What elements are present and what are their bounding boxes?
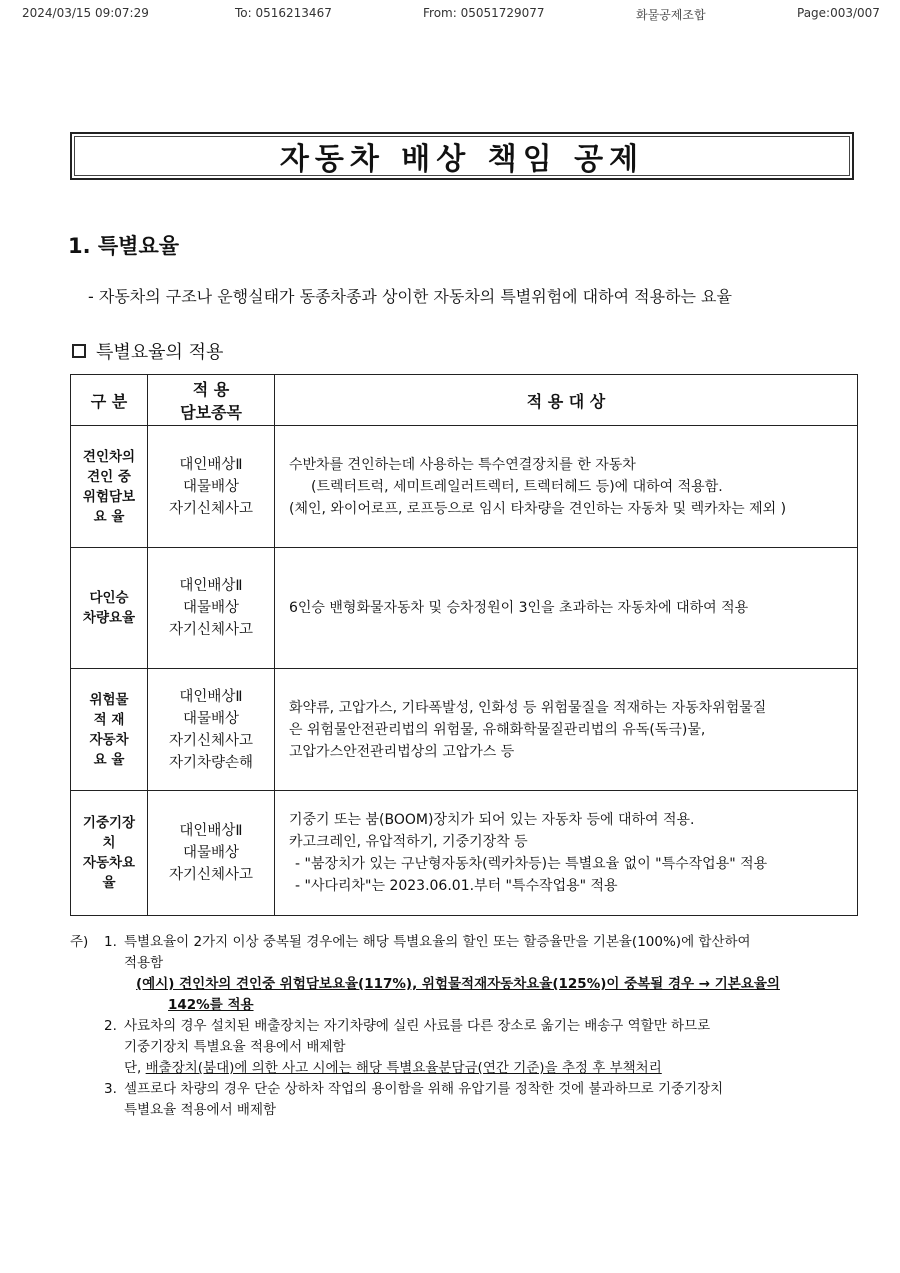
coverage-line: 대인배상Ⅱ: [179, 578, 243, 594]
note-example-cont: 142%를 적용: [168, 997, 254, 1013]
note-example: (예시) 견인차의 견인중 위험담보요율(117%), 위험물적재자동차요율(125%)이 중복될 경우 → 기본요율의: [136, 976, 780, 992]
target-line: 6인승 밴형화물자동차 및 승차정원이 3인을 초과하는 자동차에 대하여 적용: [289, 600, 749, 616]
header-category: 구 분: [71, 375, 148, 426]
fax-from: From: 05051729077: [423, 6, 545, 20]
note-item-1: [70, 932, 870, 1016]
target-line: - "붐장치가 있는 구난형자동차(렉카차등)는 특별요율 없이 "특수작업용" 적용: [295, 856, 768, 872]
coverage-line: 대인배상Ⅱ: [179, 823, 243, 839]
subheading: [72, 338, 223, 364]
category-line: 율: [102, 875, 116, 891]
row-category: [71, 669, 148, 791]
category-line: 위험담보: [82, 488, 136, 505]
row-coverage: [148, 548, 275, 669]
row-coverage: [148, 426, 275, 548]
section-description: - 자동차의 구조나 운행실태가 동종차종과 상이한 자동차의 특별위험에 대하여 적용하는 요율: [88, 287, 732, 306]
note-line: 사료차의 경우 설치된 배출장치는 자기차량에 실린 사료를 다른 장소로 옮기는 배송구 역할만 하므로: [124, 1018, 711, 1034]
category-line: 적 재: [93, 711, 125, 728]
page-title: 자동차 배상 책임 공제: [279, 142, 645, 177]
note-line: 특별요율 적용에서 배제함: [124, 1102, 277, 1118]
coverage-line: 자기신체사고: [168, 622, 254, 638]
table-row: [71, 791, 858, 916]
notes-label: 주): [70, 934, 89, 950]
category-line: 다인승: [89, 590, 129, 606]
table-header-row: [71, 375, 858, 426]
category-line: 요 율: [93, 508, 125, 525]
coverage-line: 자기신체사고: [168, 500, 254, 517]
subheading-text: 특별요율의 적용: [96, 342, 224, 363]
target-line: 기중기 또는 붐(BOOM)장치가 되어 있는 자동차 등에 대하여 적용.: [289, 812, 695, 828]
note-line: 적용함: [124, 955, 164, 971]
target-line: 화약류, 고압가스, 기타폭발성, 인화성 등 위험물질을 적재하는 자동차위험물질: [289, 699, 767, 716]
checkbox-square-icon: [72, 344, 86, 358]
table-row: [71, 548, 858, 669]
coverage-line: 자기신체사고: [168, 732, 254, 749]
category-line: 기중기장: [82, 815, 136, 831]
fax-to: To: 0516213467: [235, 6, 332, 20]
target-line: 카고크레인, 유압적하기, 기중기장착 등: [289, 834, 528, 850]
category-line: 요 율: [93, 751, 125, 768]
header-target: 적 용 대 상: [275, 375, 858, 426]
coverage-line: 대물배상: [182, 710, 240, 727]
note-extra: [124, 1058, 870, 1079]
target-line: 은 위험물안전관리법의 위험물, 유해화학물질관리법의 유독(독극)물,: [289, 721, 706, 738]
note-line: 특별요율이 2가지 이상 중복될 경우에는 해당 특별요율의 할인 또는 할증율만을 기본율(100%)에 합산하여: [124, 934, 751, 950]
fax-datetime: 2024/03/15 09:07:29: [22, 6, 149, 20]
section-heading: 1. 특별요율: [68, 234, 180, 258]
category-line: 치: [102, 835, 116, 851]
coverage-line: 대물배상: [182, 845, 240, 861]
target-line: - "사다리차"는 2023.06.01.부터 "특수작업용" 적용: [295, 878, 618, 894]
note-number: 2.: [104, 1018, 117, 1034]
table-row: [71, 669, 858, 791]
coverage-line: 대물배상: [182, 478, 240, 495]
note-extra-prefix: 단,: [124, 1060, 146, 1076]
coverage-line: 대인배상Ⅱ: [179, 688, 243, 705]
category-line: 차량요율: [82, 610, 136, 626]
row-target: [275, 669, 858, 791]
note-line: 셀프로다 차량의 경우 단순 상하차 작업의 용이함을 위해 유압기를 정착한 것에 불과하므로 기중기장치: [124, 1081, 724, 1097]
row-target: [275, 548, 858, 669]
fax-org: 화물공제조합: [636, 8, 706, 22]
note-number: 3.: [104, 1081, 117, 1097]
target-line: 수반차를 견인하는데 사용하는 특수연결장치를 한 자동차: [289, 456, 636, 473]
target-line: 고압가스안전관리법상의 고압가스 등: [289, 743, 515, 760]
header-coverage-line1: 적 용: [192, 380, 230, 399]
category-line: 견인차의: [82, 448, 136, 465]
row-target: [275, 791, 858, 916]
note-item-3: [70, 1079, 870, 1121]
row-category: [71, 548, 148, 669]
coverage-line: 자기차량손해: [168, 754, 254, 771]
note-number: 1.: [104, 934, 117, 950]
row-target: [275, 426, 858, 548]
header-coverage-line2: 담보종목: [180, 403, 242, 422]
table-row: [71, 426, 858, 548]
notes: [70, 932, 870, 1121]
coverage-line: 대인배상Ⅱ: [179, 456, 243, 473]
fax-page: Page:003/007: [797, 6, 880, 20]
note-extra-underlined: 배출장치(붐대)에 의한 사고 시에는 해당 특별요율분담금(연간 기준)을 추정 후 부책처리: [145, 1060, 662, 1076]
row-coverage: [148, 669, 275, 791]
target-line: (트렉터트럭, 세미트레일러트렉터, 트렉터헤드 등)에 대하여 적용함.: [311, 478, 723, 495]
category-line: 견인 중: [87, 468, 131, 485]
fax-header: [0, 6, 900, 24]
row-category: [71, 426, 148, 548]
special-rate-table: [70, 374, 858, 916]
note-line: 기중기장치 특별요율 적용에서 배제함: [124, 1039, 346, 1055]
coverage-line: 자기신체사고: [168, 867, 254, 883]
header-coverage: [148, 375, 275, 426]
title-box: [70, 132, 854, 180]
category-line: 자동차요: [82, 855, 136, 871]
note-item-2: [70, 1016, 870, 1079]
row-coverage: [148, 791, 275, 916]
category-line: 자동차: [89, 731, 129, 748]
row-category: [71, 791, 148, 916]
category-line: 위험물: [89, 691, 129, 708]
target-line: (체인, 와이어로프, 로프등으로 임시 타차량을 견인하는 자동차 및 렉카차는 제외 ): [289, 500, 787, 517]
coverage-line: 대물배상: [182, 600, 240, 616]
